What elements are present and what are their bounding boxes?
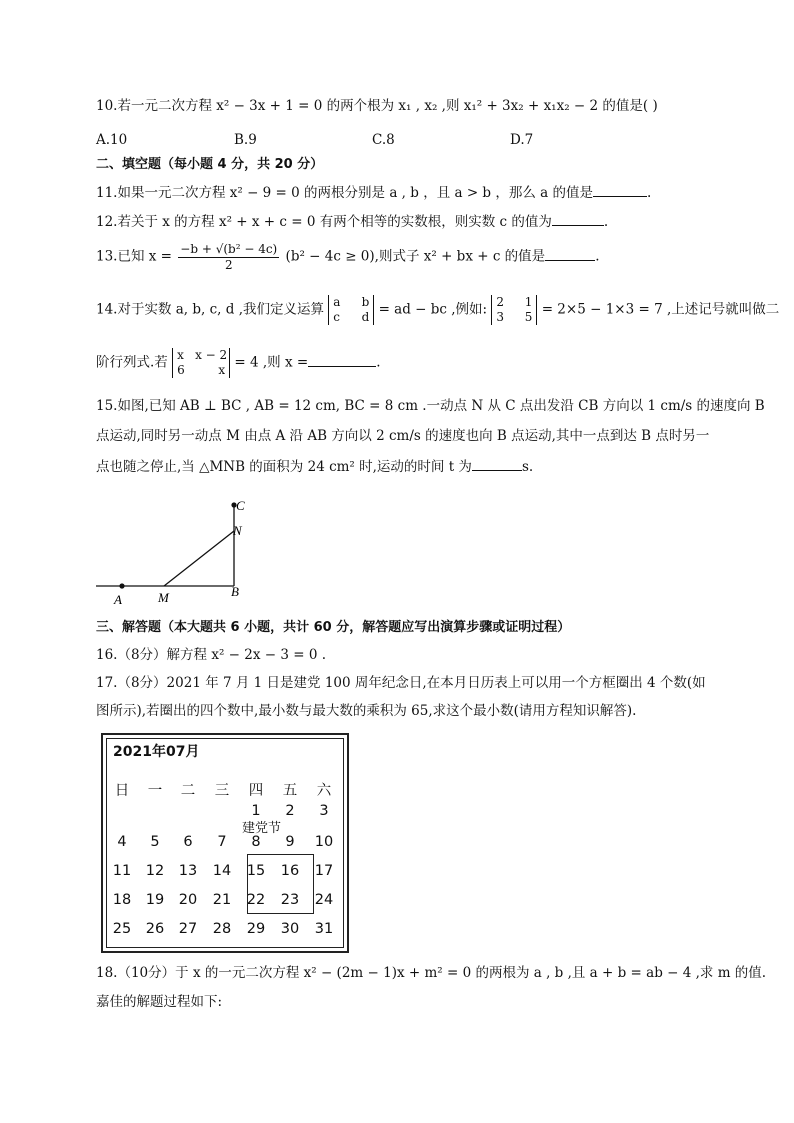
calendar-day: 25 [112,921,132,937]
option-d: D.7 [510,132,534,148]
q11-blank [593,186,647,197]
question-10: 10.若一元二次方程 x² − 3x + 1 = 0 的两个根为 x₁ , x₂ ,则 x₁² + 3x₂ + x₁x₂ − 2 的值是( ) [96,98,658,114]
calendar-day: 5 [150,834,160,850]
calendar-day: 24 [314,892,334,908]
section-3-title: 三、解答题（本大题共 6 小题，共计 60 分，解答题应写出演算步骤或证明过程） [96,620,571,635]
calendar-day: 12 [145,863,165,879]
calendar-day: 13 [178,863,198,879]
calendar-day: 26 [145,921,165,937]
question-15-line3 [96,460,533,475]
label-a: A [114,592,122,607]
calendar-note: 建党节 [242,821,282,836]
q15-blank [472,460,522,471]
calendar-title: 2021年07月 [113,744,200,760]
q14-line2-suffix: = 4 ,则 x = [234,354,309,371]
det-cell: x [177,348,184,362]
calendar-day: 6 [183,834,193,850]
q11-text: 11.如果一元二次方程 x² − 9 = 0 的两根分别是 a , b ，且 a > b ，那么 a 的值是 [96,185,593,201]
calendar-day: 8 [251,834,261,850]
calendar-day: 22 [246,892,266,908]
q13-prefix: 13.已知 x = [96,248,172,265]
selection-frame [247,854,314,914]
calendar-weekday: 六 [316,783,332,799]
question-18-line2: 嘉佳的解题过程如下: [96,994,223,1010]
q14-example-determinant [491,295,537,325]
calendar-weekday: 日 [114,783,130,799]
calendar-day: 14 [212,863,232,879]
q13-blank [545,250,595,261]
calendar-day: 30 [280,921,300,937]
option-c: C.8 [372,132,395,148]
calendar [101,733,349,953]
calendar-day: 31 [314,921,334,937]
q13-numerator: −b + √(b² − 4c) [180,242,278,256]
calendar-day: 17 [314,863,334,879]
q14-line2-prefix: 阶行列式.若 [96,354,168,371]
calendar-weekday: 二 [180,783,196,799]
question-18-line1: 18.（10分）于 x 的一元二次方程 x² − (2m − 1)x + m² = 0 的两根为 a , b ,且 a + b = ab − 4 ,求 m 的值. [96,965,767,981]
q14-def-result: = ad − bc ,例如: [378,301,488,318]
calendar-day: 16 [280,863,300,879]
calendar-day: 9 [285,834,295,850]
question-11 [96,186,651,201]
det-cell: x − 2 [195,348,228,362]
q14-prefix: 14.对于实数 a, b, c, d ,我们定义运算 [96,301,324,318]
section-2-title: 二、填空题（每小题 4 分，共 20 分） [96,157,324,172]
q12-blank [552,215,604,226]
calendar-day: 2 [285,803,295,819]
calendar-weekday: 四 [248,783,264,799]
question-14 [96,295,779,325]
q15-line3-text: 点也随之停止,当 △MNB 的面积为 24 cm² 时,运动的时间 t 为 [96,459,472,475]
calendar-weekday: 五 [282,783,298,799]
q13-end: . [595,248,600,265]
calendar-day: 11 [112,863,132,879]
det-cell: d [361,310,370,324]
calendar-day: 19 [145,892,165,908]
option-b: B.9 [234,132,257,148]
calendar-day: 28 [212,921,232,937]
calendar-day: 15 [246,863,266,879]
calendar-day: 7 [217,834,227,850]
det-cell: 3 [496,310,505,324]
q13-suffix: ,则式子 x² + bx + c 的值是 [374,248,546,265]
calendar-day: 4 [117,834,127,850]
calendar-day: 10 [314,834,334,850]
calendar-day: 23 [280,892,300,908]
calendar-weekday: 三 [214,783,230,799]
det-cell: x [218,363,226,377]
label-b: B [231,584,239,599]
q14-def-determinant [328,295,374,325]
det-cell: c [333,310,341,324]
question-15-line2: 点运动,同时另一动点 M 由点 A 沿 AB 方向以 2 cm/s 的速度也向 B 点运动,其中一点到达 B 点时另一 [96,428,710,444]
det-cell: 2 [496,295,505,309]
calendar-day: 29 [246,921,266,937]
q12-end: . [603,214,609,230]
question-15-line1: 15.如图,已知 AB ⊥ BC , AB = 12 cm, BC = 8 cm .一动点 N 从 C 点出发沿 CB 方向以 1 cm/s 的速度向 B [96,398,765,414]
question-17-line1: 17.（8分）2021 年 7 月 1 日是建党 100 周年纪念日,在本月日历表上可以用一个方框圈出 4 个数(如 [96,675,706,691]
det-cell: 6 [177,363,185,377]
geometry-diagram [96,490,266,608]
question-12 [96,215,608,230]
label-c: C [236,498,245,513]
q12-text: 12.若关于 x 的方程 x² + x + c = 0 有两个相等的实数根，则实数 c 的值为 [96,214,552,230]
calendar-day: 21 [212,892,232,908]
q14-blank [308,356,376,367]
question-14-line2 [96,348,380,378]
label-m: M [158,590,169,605]
point-a [119,583,124,588]
q13-condition: (b² − 4c ≥ 0) [285,248,375,265]
q14-end: . [376,354,381,371]
calendar-day: 3 [319,803,329,819]
calendar-day: 27 [178,921,198,937]
q11-end: . [647,185,652,201]
question-13 [96,243,599,271]
label-n: N [233,523,242,538]
option-a: A.10 [96,132,128,148]
det-cell: b [361,295,370,309]
q13-fraction [178,243,279,271]
q13-denominator: 2 [224,258,233,272]
q15-end: s. [521,459,534,475]
line-mn [164,531,234,586]
q14-example-result: = 2×5 − 1×3 = 7 ,上述记号就叫做二 [541,301,780,318]
q14-question-determinant [172,348,230,378]
calendar-weekday: 一 [147,783,163,799]
calendar-day: 20 [178,892,198,908]
det-cell: a [333,295,341,309]
det-cell: 5 [524,310,533,324]
calendar-day: 18 [112,892,132,908]
question-16: 16.（8分）解方程 x² − 2x − 3 = 0 . [96,647,327,663]
calendar-day: 1 [251,803,261,819]
question-17-line2: 图所示),若圈出的四个数中,最小数与最大数的乘积为 65,求这个最小数(请用方程知识解答). [96,703,637,719]
det-cell: 1 [524,295,533,309]
